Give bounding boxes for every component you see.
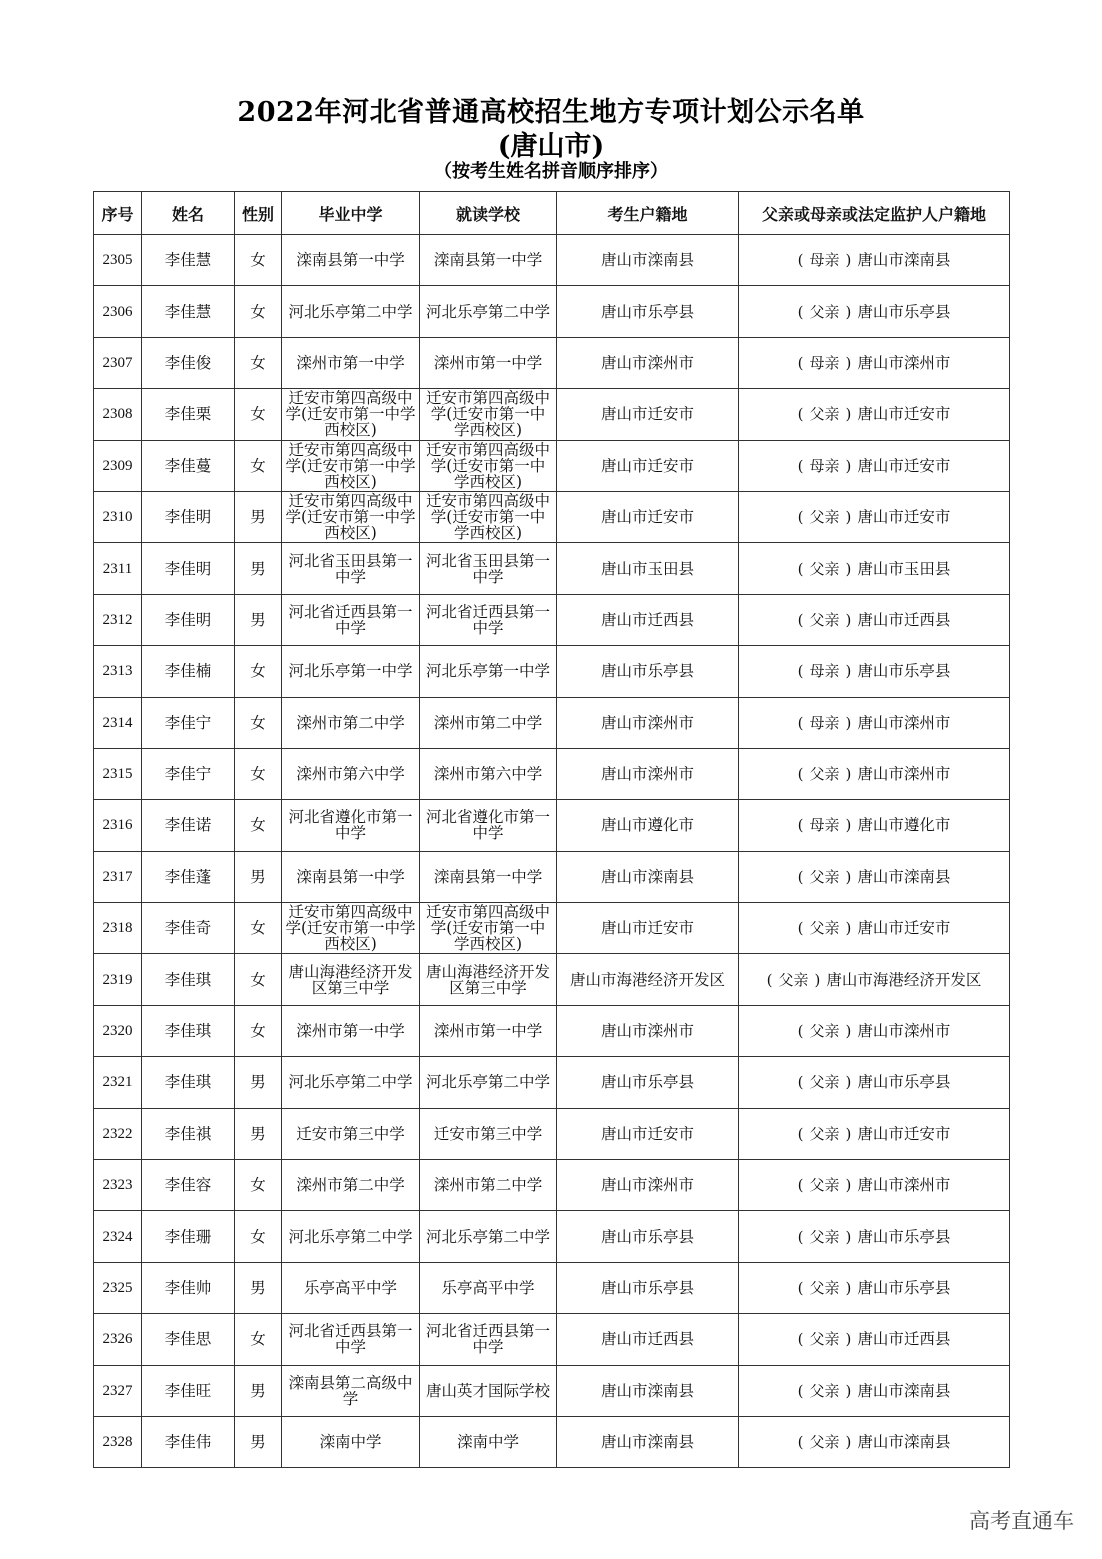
cell-grad-school: 滦南中学 xyxy=(282,1416,420,1467)
parent-hukou-text: 唐山市玉田县 xyxy=(857,559,951,578)
cell-name: 李佳珊 xyxy=(142,1211,235,1262)
cell-grad-school: 迁安市第四高级中学(迁安市第一中学西校区) xyxy=(282,389,420,440)
header-name: 姓名 xyxy=(142,192,235,235)
cell-seq: 2309 xyxy=(94,440,142,491)
cell-name: 李佳帅 xyxy=(142,1262,235,1313)
table-row xyxy=(94,235,1010,286)
parent-relation: 父亲 xyxy=(809,610,840,629)
cell-seq: 2327 xyxy=(94,1365,142,1416)
cell-hukou: 唐山市滦州市 xyxy=(557,1160,739,1211)
table-header-row xyxy=(94,192,1010,235)
parent-hukou-text: 唐山市乐亭县 xyxy=(857,1279,951,1297)
page-title: 2022年河北省普通高校招生地方专项计划公示名单 xyxy=(237,97,865,128)
cell-hukou: 唐山市乐亭县 xyxy=(557,646,739,697)
cell-seq: 2323 xyxy=(94,1160,142,1211)
cell-name: 李佳明 xyxy=(142,491,235,542)
cell-gender: 男 xyxy=(235,1262,282,1313)
parent-hukou-text: 唐山市乐亭县 xyxy=(857,662,951,681)
cell-hukou: 唐山市玉田县 xyxy=(557,543,739,594)
cell-seq: 2306 xyxy=(94,286,142,337)
parent-hukou-text: 唐山市滦南县 xyxy=(857,867,951,886)
table-row xyxy=(94,286,1010,337)
cell-study-school: 滦州市第一中学 xyxy=(420,337,557,388)
cell-name: 李佳奇 xyxy=(142,903,235,954)
cell-seq: 2308 xyxy=(94,389,142,440)
cell-hukou: 唐山市迁安市 xyxy=(557,903,739,954)
header-study-school: 就读学校 xyxy=(420,192,557,235)
parent-hukou-text: 唐山市遵化市 xyxy=(857,816,951,835)
header-gender: 性别 xyxy=(235,192,282,235)
cell-study-school: 滦州市第六中学 xyxy=(420,748,557,799)
cell-study-school: 滦州市第一中学 xyxy=(420,1005,557,1056)
cell-seq: 2324 xyxy=(94,1211,142,1262)
cell-grad-school: 滦南县第一中学 xyxy=(282,851,420,902)
cell-grad-school: 迁安市第三中学 xyxy=(282,1108,420,1159)
parent-relation: 父亲 xyxy=(809,1124,840,1143)
cell-gender: 男 xyxy=(235,851,282,902)
watermark: 高考直通车 xyxy=(969,1509,1074,1533)
cell-parent-hukou: ( 父亲 ) 唐山市滦州市 xyxy=(739,1160,1010,1211)
cell-gender: 女 xyxy=(235,440,282,491)
parent-hukou-text: 唐山市迁安市 xyxy=(857,456,951,475)
cell-parent-hukou: ( 父亲 ) 唐山市迁安市 xyxy=(739,491,1010,542)
table-row xyxy=(94,851,1010,902)
cell-grad-school: 河北乐亭第一中学 xyxy=(282,646,420,697)
cell-grad-school: 迁安市第四高级中学(迁安市第一中学西校区) xyxy=(282,903,420,954)
table-row xyxy=(94,491,1010,542)
cell-seq: 2325 xyxy=(94,1262,142,1313)
cell-gender: 女 xyxy=(235,1005,282,1056)
parent-relation: 父亲 xyxy=(809,1073,840,1092)
parent-hukou-text: 唐山市滦州市 xyxy=(857,713,951,732)
cell-gender: 男 xyxy=(235,1416,282,1467)
table-row xyxy=(94,1160,1010,1211)
parent-relation: 母亲 xyxy=(809,713,840,732)
cell-grad-school: 河北乐亭第二中学 xyxy=(282,286,420,337)
cell-seq: 2307 xyxy=(94,337,142,388)
cell-parent-hukou: ( 母亲 ) 唐山市滦州市 xyxy=(739,697,1010,748)
parent-hukou-text: 唐山市迁西县 xyxy=(857,1330,951,1349)
parent-hukou-text: 唐山市滦南县 xyxy=(857,251,951,270)
cell-study-school: 河北乐亭第二中学 xyxy=(420,286,557,337)
cell-gender: 男 xyxy=(235,1108,282,1159)
parent-relation: 父亲 xyxy=(809,1022,840,1041)
table-row xyxy=(94,440,1010,491)
cell-name: 李佳楠 xyxy=(142,646,235,697)
parent-relation: 父亲 xyxy=(809,1279,840,1297)
cell-parent-hukou: ( 父亲 ) 唐山市迁西县 xyxy=(739,1314,1010,1365)
cell-gender: 女 xyxy=(235,1160,282,1211)
parent-relation: 父亲 xyxy=(809,559,840,578)
cell-seq: 2321 xyxy=(94,1057,142,1108)
parent-hukou-text: 唐山市滦州市 xyxy=(857,1022,951,1041)
cell-gender: 男 xyxy=(235,1365,282,1416)
parent-relation: 母亲 xyxy=(809,456,840,475)
table-row xyxy=(94,1005,1010,1056)
cell-hukou: 唐山市滦州市 xyxy=(557,1005,739,1056)
cell-seq: 2320 xyxy=(94,1005,142,1056)
cell-seq: 2311 xyxy=(94,543,142,594)
parent-hukou-text: 唐山市迁西县 xyxy=(857,610,951,629)
cell-study-school: 唐山海港经济开发区第三中学 xyxy=(420,954,557,1005)
cell-study-school: 迁安市第四高级中学(迁安市第一中学西校区) xyxy=(420,903,557,954)
table-row xyxy=(94,1416,1010,1467)
cell-name: 李佳宁 xyxy=(142,748,235,799)
cell-parent-hukou: ( 父亲 ) 唐山市海港经济开发区 xyxy=(739,954,1010,1005)
cell-gender: 女 xyxy=(235,748,282,799)
cell-parent-hukou: ( 父亲 ) 唐山市乐亭县 xyxy=(739,1211,1010,1262)
cell-name: 李佳伟 xyxy=(142,1416,235,1467)
parent-relation: 父亲 xyxy=(809,508,840,527)
cell-hukou: 唐山市迁安市 xyxy=(557,440,739,491)
cell-gender: 女 xyxy=(235,1211,282,1262)
cell-seq: 2326 xyxy=(94,1314,142,1365)
parent-relation: 父亲 xyxy=(809,302,840,321)
cell-study-school: 河北省迁西县第一中学 xyxy=(420,1314,557,1365)
roster-table xyxy=(93,191,1010,1468)
table-row xyxy=(94,646,1010,697)
cell-parent-hukou: ( 父亲 ) 唐山市迁安市 xyxy=(739,903,1010,954)
cell-hukou: 唐山市乐亭县 xyxy=(557,286,739,337)
cell-seq: 2328 xyxy=(94,1416,142,1467)
cell-name: 李佳明 xyxy=(142,594,235,645)
cell-seq: 2317 xyxy=(94,851,142,902)
cell-seq: 2314 xyxy=(94,697,142,748)
cell-gender: 男 xyxy=(235,491,282,542)
cell-name: 李佳旺 xyxy=(142,1365,235,1416)
cell-study-school: 唐山英才国际学校 xyxy=(420,1365,557,1416)
cell-hukou: 唐山市海港经济开发区 xyxy=(557,954,739,1005)
cell-grad-school: 滦州市第二中学 xyxy=(282,1160,420,1211)
cell-seq: 2305 xyxy=(94,235,142,286)
cell-grad-school: 滦州市第二中学 xyxy=(282,697,420,748)
cell-hukou: 唐山市乐亭县 xyxy=(557,1211,739,1262)
cell-hukou: 唐山市迁安市 xyxy=(557,1108,739,1159)
cell-study-school: 迁安市第四高级中学(迁安市第一中学西校区) xyxy=(420,491,557,542)
table-row xyxy=(94,1057,1010,1108)
cell-name: 李佳思 xyxy=(142,1314,235,1365)
cell-seq: 2310 xyxy=(94,491,142,542)
parent-relation: 母亲 xyxy=(809,353,840,372)
cell-parent-hukou: ( 父亲 ) 唐山市迁西县 xyxy=(739,594,1010,645)
cell-name: 李佳容 xyxy=(142,1160,235,1211)
cell-study-school: 河北省迁西县第一中学 xyxy=(420,594,557,645)
cell-hukou: 唐山市乐亭县 xyxy=(557,1262,739,1313)
cell-grad-school: 迁安市第四高级中学(迁安市第一中学西校区) xyxy=(282,440,420,491)
cell-parent-hukou: ( 父亲 ) 唐山市迁安市 xyxy=(739,389,1010,440)
cell-parent-hukou: ( 父亲 ) 唐山市滦州市 xyxy=(739,748,1010,799)
cell-parent-hukou: ( 母亲 ) 唐山市遵化市 xyxy=(739,800,1010,851)
cell-grad-school: 乐亭高平中学 xyxy=(282,1262,420,1313)
cell-gender: 女 xyxy=(235,800,282,851)
cell-seq: 2318 xyxy=(94,903,142,954)
cell-grad-school: 滦州市第六中学 xyxy=(282,748,420,799)
table-row xyxy=(94,389,1010,440)
cell-name: 李佳宁 xyxy=(142,697,235,748)
cell-name: 李佳栗 xyxy=(142,389,235,440)
cell-study-school: 滦州市第二中学 xyxy=(420,1160,557,1211)
cell-hukou: 唐山市迁安市 xyxy=(557,389,739,440)
table-row xyxy=(94,954,1010,1005)
cell-parent-hukou: ( 父亲 ) 唐山市乐亭县 xyxy=(739,1262,1010,1313)
cell-study-school: 滦南中学 xyxy=(420,1416,557,1467)
cell-grad-school: 滦州市第一中学 xyxy=(282,1005,420,1056)
cell-parent-hukou: ( 父亲 ) 唐山市乐亭县 xyxy=(739,286,1010,337)
cell-name: 李佳蔓 xyxy=(142,440,235,491)
cell-hukou: 唐山市滦南县 xyxy=(557,1365,739,1416)
parent-hukou-text: 唐山市滦州市 xyxy=(857,765,951,784)
parent-relation: 父亲 xyxy=(778,970,809,989)
parent-relation: 父亲 xyxy=(809,765,840,784)
cell-study-school: 迁安市第四高级中学(迁安市第一中学西校区) xyxy=(420,440,557,491)
cell-hukou: 唐山市滦南县 xyxy=(557,235,739,286)
cell-name: 李佳明 xyxy=(142,543,235,594)
parent-relation: 父亲 xyxy=(809,1381,840,1400)
cell-name: 李佳琪 xyxy=(142,1005,235,1056)
parent-hukou-text: 唐山市迁安市 xyxy=(857,1124,951,1143)
parent-relation: 父亲 xyxy=(809,1176,840,1195)
cell-gender: 女 xyxy=(235,697,282,748)
parent-hukou-text: 唐山市滦南县 xyxy=(857,1381,951,1400)
parent-relation: 母亲 xyxy=(809,816,840,835)
parent-relation: 父亲 xyxy=(809,1227,840,1246)
cell-parent-hukou: ( 母亲 ) 唐山市迁安市 xyxy=(739,440,1010,491)
cell-name: 李佳慧 xyxy=(142,286,235,337)
cell-gender: 女 xyxy=(235,235,282,286)
table-row xyxy=(94,1108,1010,1159)
parent-hukou-text: 唐山市乐亭县 xyxy=(857,1073,951,1092)
cell-parent-hukou: ( 父亲 ) 唐山市滦州市 xyxy=(739,1005,1010,1056)
cell-study-school: 河北省遵化市第一中学 xyxy=(420,800,557,851)
cell-gender: 女 xyxy=(235,286,282,337)
cell-hukou: 唐山市滦州市 xyxy=(557,337,739,388)
cell-seq: 2316 xyxy=(94,800,142,851)
parent-hukou-text: 唐山市迁安市 xyxy=(857,919,951,938)
sort-note: （按考生姓名拼音顺序排序） xyxy=(434,161,668,182)
cell-gender: 女 xyxy=(235,646,282,697)
table-row xyxy=(94,800,1010,851)
cell-gender: 男 xyxy=(235,543,282,594)
cell-parent-hukou: ( 父亲 ) 唐山市滦南县 xyxy=(739,1416,1010,1467)
parent-hukou-text: 唐山市乐亭县 xyxy=(857,302,951,321)
table-row xyxy=(94,1211,1010,1262)
cell-study-school: 滦南县第一中学 xyxy=(420,851,557,902)
cell-hukou: 唐山市迁西县 xyxy=(557,1314,739,1365)
parent-relation: 母亲 xyxy=(809,251,840,270)
cell-name: 李佳诺 xyxy=(142,800,235,851)
cell-grad-school: 河北省玉田县第一中学 xyxy=(282,543,420,594)
cell-study-school: 河北乐亭第二中学 xyxy=(420,1057,557,1108)
cell-gender: 女 xyxy=(235,954,282,1005)
parent-relation: 父亲 xyxy=(809,867,840,886)
cell-study-school: 迁安市第四高级中学(迁安市第一中学西校区) xyxy=(420,389,557,440)
page-subtitle: (唐山市) xyxy=(497,131,605,162)
cell-study-school: 河北乐亭第二中学 xyxy=(420,1211,557,1262)
table-row xyxy=(94,697,1010,748)
parent-hukou-text: 唐山市乐亭县 xyxy=(857,1227,951,1246)
cell-gender: 女 xyxy=(235,1314,282,1365)
table-row xyxy=(94,543,1010,594)
cell-grad-school: 迁安市第四高级中学(迁安市第一中学西校区) xyxy=(282,491,420,542)
cell-gender: 女 xyxy=(235,337,282,388)
cell-seq: 2319 xyxy=(94,954,142,1005)
cell-hukou: 唐山市乐亭县 xyxy=(557,1057,739,1108)
cell-name: 李佳琪 xyxy=(142,1057,235,1108)
cell-hukou: 唐山市迁西县 xyxy=(557,594,739,645)
cell-gender: 男 xyxy=(235,1057,282,1108)
cell-hukou: 唐山市遵化市 xyxy=(557,800,739,851)
cell-parent-hukou: ( 父亲 ) 唐山市滦南县 xyxy=(739,1365,1010,1416)
header-grad-school: 毕业中学 xyxy=(282,192,420,235)
cell-hukou: 唐山市滦南县 xyxy=(557,1416,739,1467)
parent-relation: 父亲 xyxy=(809,919,840,938)
parent-relation: 父亲 xyxy=(809,1330,840,1349)
parent-relation: 父亲 xyxy=(809,405,840,424)
cell-parent-hukou: ( 母亲 ) 唐山市乐亭县 xyxy=(739,646,1010,697)
parent-hukou-text: 唐山市滦州市 xyxy=(857,353,951,372)
cell-parent-hukou: ( 父亲 ) 唐山市乐亭县 xyxy=(739,1057,1010,1108)
cell-parent-hukou: ( 母亲 ) 唐山市滦南县 xyxy=(739,235,1010,286)
table-row xyxy=(94,1262,1010,1313)
header-seq: 序号 xyxy=(94,192,142,235)
cell-name: 李佳蓬 xyxy=(142,851,235,902)
cell-grad-school: 河北乐亭第二中学 xyxy=(282,1211,420,1262)
cell-seq: 2315 xyxy=(94,748,142,799)
cell-grad-school: 滦南县第一中学 xyxy=(282,235,420,286)
table-row xyxy=(94,903,1010,954)
cell-study-school: 迁安市第三中学 xyxy=(420,1108,557,1159)
parent-relation: 母亲 xyxy=(809,662,840,681)
cell-hukou: 唐山市迁安市 xyxy=(557,491,739,542)
cell-study-school: 河北省玉田县第一中学 xyxy=(420,543,557,594)
header-hukou: 考生户籍地 xyxy=(557,192,739,235)
cell-name: 李佳俊 xyxy=(142,337,235,388)
cell-gender: 女 xyxy=(235,389,282,440)
cell-grad-school: 滦州市第一中学 xyxy=(282,337,420,388)
cell-grad-school: 河北省迁西县第一中学 xyxy=(282,1314,420,1365)
parent-hukou-text: 唐山市滦南县 xyxy=(857,1433,951,1452)
cell-parent-hukou: ( 父亲 ) 唐山市滦南县 xyxy=(739,851,1010,902)
parent-hukou-text: 唐山市迁安市 xyxy=(857,405,951,424)
cell-grad-school: 河北省遵化市第一中学 xyxy=(282,800,420,851)
table-row xyxy=(94,594,1010,645)
cell-grad-school: 唐山海港经济开发区第三中学 xyxy=(282,954,420,1005)
cell-study-school: 河北乐亭第一中学 xyxy=(420,646,557,697)
cell-seq: 2313 xyxy=(94,646,142,697)
cell-parent-hukou: ( 母亲 ) 唐山市滦州市 xyxy=(739,337,1010,388)
parent-hukou-text: 唐山市海港经济开发区 xyxy=(826,970,982,989)
parent-hukou-text: 唐山市迁安市 xyxy=(857,508,951,527)
cell-hukou: 唐山市滦南县 xyxy=(557,851,739,902)
cell-name: 李佳祺 xyxy=(142,1108,235,1159)
table-row xyxy=(94,748,1010,799)
cell-hukou: 唐山市滦州市 xyxy=(557,748,739,799)
cell-gender: 女 xyxy=(235,903,282,954)
table-row xyxy=(94,337,1010,388)
table-row xyxy=(94,1314,1010,1365)
cell-grad-school: 河北省迁西县第一中学 xyxy=(282,594,420,645)
cell-grad-school: 滦南县第二高级中学 xyxy=(282,1365,420,1416)
cell-study-school: 滦州市第二中学 xyxy=(420,697,557,748)
cell-gender: 男 xyxy=(235,594,282,645)
table-row xyxy=(94,1365,1010,1416)
parent-hukou-text: 唐山市滦州市 xyxy=(857,1176,951,1195)
cell-hukou: 唐山市滦州市 xyxy=(557,697,739,748)
cell-name: 李佳慧 xyxy=(142,235,235,286)
cell-study-school: 滦南县第一中学 xyxy=(420,235,557,286)
cell-grad-school: 河北乐亭第二中学 xyxy=(282,1057,420,1108)
cell-parent-hukou: ( 父亲 ) 唐山市迁安市 xyxy=(739,1108,1010,1159)
cell-name: 李佳琪 xyxy=(142,954,235,1005)
cell-seq: 2312 xyxy=(94,594,142,645)
cell-parent-hukou: ( 父亲 ) 唐山市玉田县 xyxy=(739,543,1010,594)
cell-study-school: 乐亭高平中学 xyxy=(420,1262,557,1313)
cell-seq: 2322 xyxy=(94,1108,142,1159)
header-parent-hukou: 父亲或母亲或法定监护人户籍地 xyxy=(739,192,1010,235)
parent-relation: 父亲 xyxy=(809,1433,840,1452)
